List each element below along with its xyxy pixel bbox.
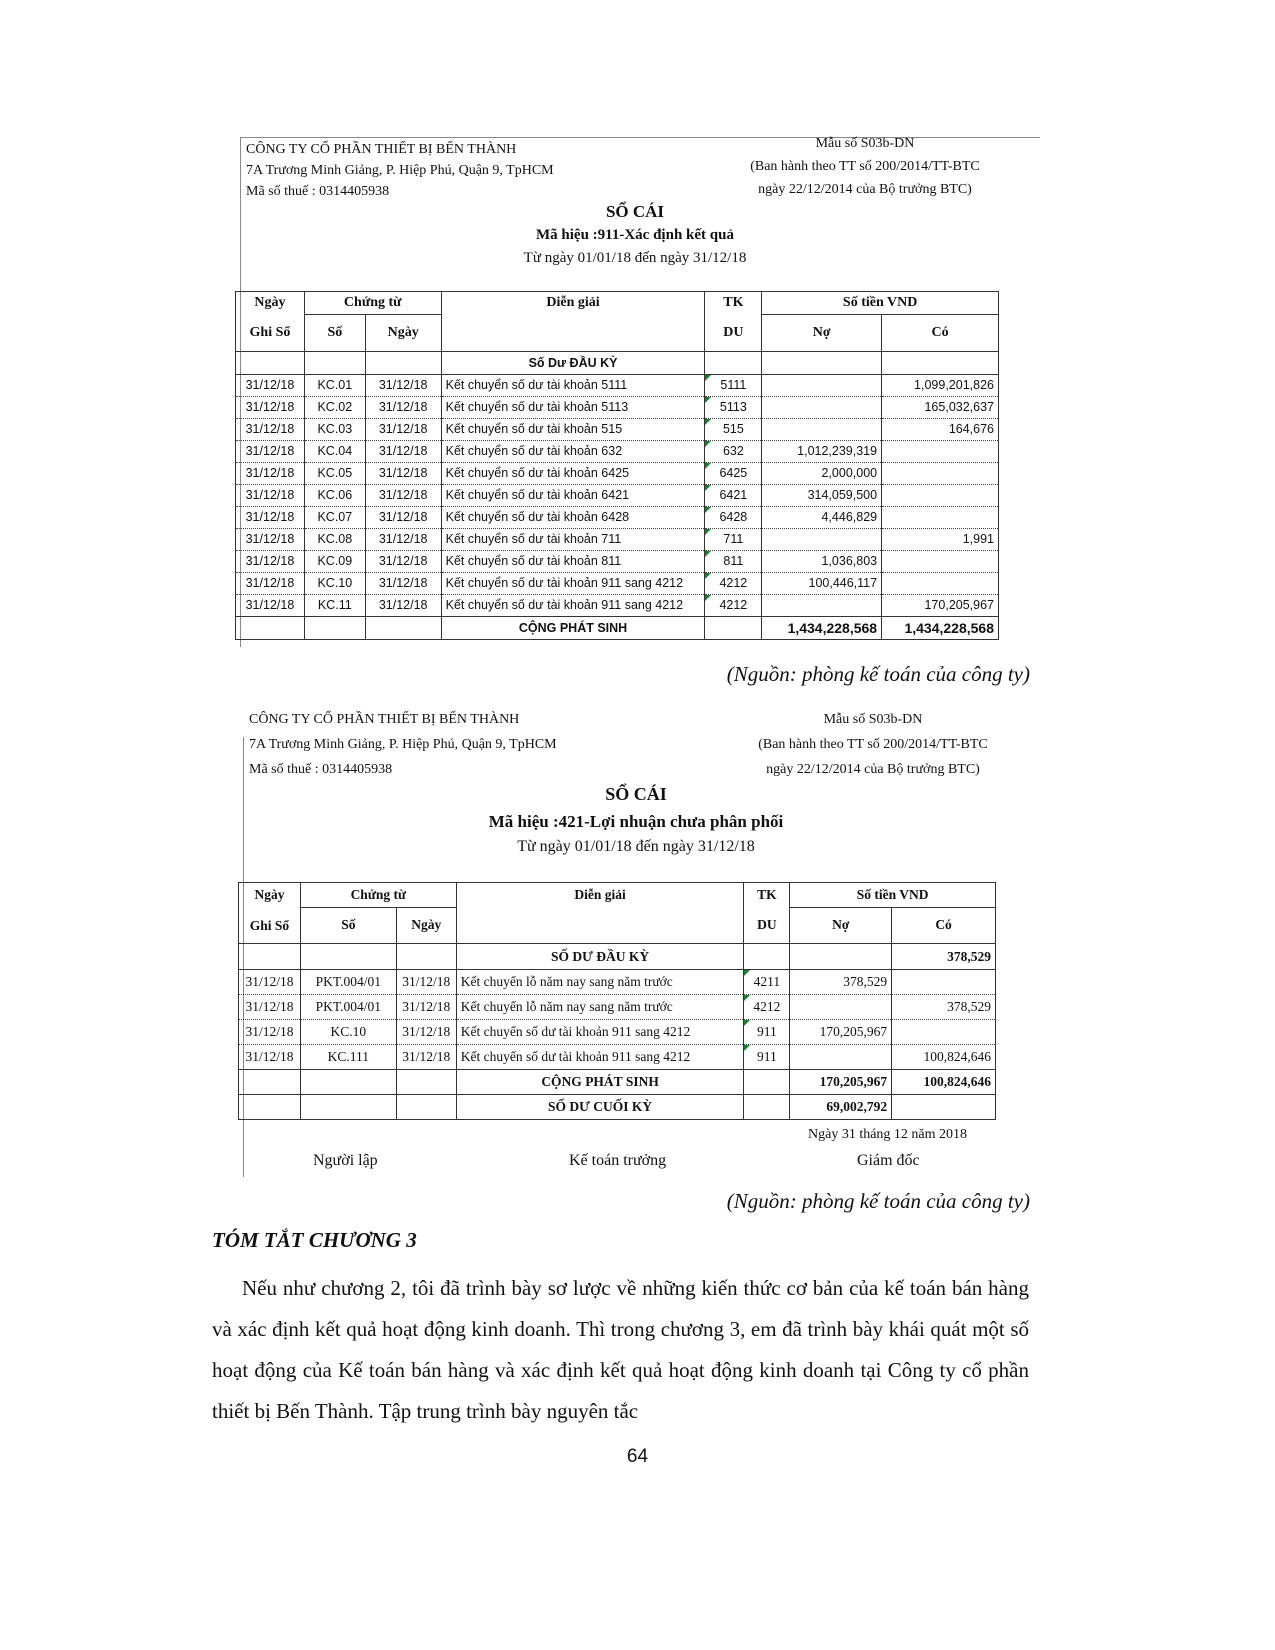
- cell-empty: [304, 616, 365, 639]
- row-account: 911: [744, 1020, 790, 1045]
- total-debit: 1,434,228,568: [762, 616, 882, 639]
- row-voucher-no: KC.03: [304, 418, 365, 440]
- company-name: CÔNG TY CỔ PHẦN THIẾT BỊ BẾN THÀNH: [246, 142, 517, 157]
- row-debit: 100,446,117: [762, 572, 882, 594]
- row-date: 31/12/18: [236, 462, 305, 484]
- row-voucher-date: 31/12/18: [365, 374, 441, 396]
- row-account: 4212: [705, 594, 762, 616]
- col-date-subheader: Ghi Sổ: [239, 907, 301, 944]
- page-number: 64: [626, 1446, 649, 1467]
- row-debit: 2,000,000: [762, 462, 882, 484]
- row-debit: [790, 1045, 892, 1070]
- row-debit: [762, 594, 882, 616]
- signer-chief-accountant: Kế toán trưởng: [569, 1152, 667, 1169]
- col-date-header: Ngày: [239, 883, 301, 908]
- row-credit: 100,824,646: [892, 1045, 996, 1070]
- ledger-period: Từ ngày 01/01/18 đến ngày 31/12/18: [523, 250, 747, 266]
- table-row: [239, 970, 996, 995]
- ledger-header-left: [246, 139, 554, 202]
- row-credit: [882, 462, 999, 484]
- row-description: Kết chuyển số dư tài khoản 6425: [441, 462, 705, 484]
- row-voucher-no: PKT.004/01: [300, 970, 396, 995]
- ledger-titles: [230, 200, 1040, 269]
- row-voucher-no: KC.111: [300, 1045, 396, 1070]
- opening-balance-label: SỐ DƯ ĐẦU KỲ: [456, 944, 744, 970]
- col-description-spacer: [441, 315, 705, 352]
- row-date: 31/12/18: [236, 396, 305, 418]
- col-date-header: Ngày: [236, 292, 305, 315]
- cell-empty: [236, 351, 305, 374]
- row-account: 811: [705, 550, 762, 572]
- row-credit: 165,032,637: [882, 396, 999, 418]
- sign-date: Ngày 31 tháng 12 năm 2018: [808, 1127, 968, 1142]
- col-voucher-date-header: Ngày: [365, 315, 441, 352]
- row-date: 31/12/18: [236, 528, 305, 550]
- col-account-header: TK: [705, 292, 762, 315]
- cell-empty: [762, 351, 882, 374]
- row-voucher-no: KC.11: [304, 594, 365, 616]
- cell-empty: [882, 351, 999, 374]
- ledger-subtitle: Mã hiệu :911-Xác định kết quả: [536, 227, 734, 243]
- company-name: CÔNG TY CỔ PHẦN THIẾT BỊ BẾN THÀNH: [249, 712, 520, 727]
- table-row: [236, 484, 999, 506]
- form-number: Mẫu số S03b-DN: [823, 712, 923, 727]
- table-row: [236, 550, 999, 572]
- cell-empty: [892, 1095, 996, 1120]
- ledger-rows: [239, 970, 996, 1070]
- ledger-911: [240, 137, 1040, 647]
- row-voucher-no: KC.06: [304, 484, 365, 506]
- cell-empty: [239, 1095, 301, 1120]
- cell-empty: [744, 1070, 790, 1095]
- table-row: [236, 374, 999, 396]
- row-description: Kết chuyển số dư tài khoản 5111: [441, 374, 705, 396]
- table-row: [236, 594, 999, 616]
- cell-empty: [705, 616, 762, 639]
- row-debit: [762, 528, 882, 550]
- cell-empty: [365, 351, 441, 374]
- col-amount-header: Số tiền VND: [762, 292, 999, 315]
- row-voucher-no: KC.01: [304, 374, 365, 396]
- col-voucher-no-header: Số: [304, 315, 365, 352]
- form-issued-date: ngày 22/12/2014 của Bộ trưởng BTC): [766, 762, 980, 777]
- table-row: [236, 396, 999, 418]
- cell-empty: [300, 1095, 396, 1120]
- row-account: 6425: [705, 462, 762, 484]
- row-description: Kết chuyển số dư tài khoản 6428: [441, 506, 705, 528]
- ledger-titles: [233, 781, 1039, 859]
- company-tax-code: Mã số thuế : 0314405938: [249, 762, 393, 777]
- row-date: 31/12/18: [239, 1020, 301, 1045]
- row-voucher-no: KC.10: [300, 1020, 396, 1045]
- row-credit: 1,991: [882, 528, 999, 550]
- row-voucher-date: 31/12/18: [365, 594, 441, 616]
- table-row: [236, 528, 999, 550]
- cell-empty: [744, 1095, 790, 1120]
- form-issued-date: ngày 22/12/2014 của Bộ trưởng BTC): [758, 182, 972, 197]
- cell-empty: [396, 944, 456, 970]
- row-account: 5113: [705, 396, 762, 418]
- ledger-period: Từ ngày 01/01/18 đến ngày 31/12/18: [517, 838, 755, 855]
- ledger-table: [235, 291, 999, 640]
- row-description: Kết chuyển số dư tài khoản 911 sang 4212: [456, 1045, 744, 1070]
- ledger-rows: [236, 374, 999, 616]
- table-row: [236, 462, 999, 484]
- row-credit: [882, 572, 999, 594]
- signer-preparer: Người lập: [313, 1152, 378, 1169]
- cell-empty: [236, 616, 305, 639]
- opening-balance-label: Số Dư ĐẦU KỲ: [441, 351, 705, 374]
- row-voucher-date: 31/12/18: [365, 484, 441, 506]
- col-account-subheader: DU: [705, 315, 762, 352]
- source-note-2: (Nguồn: phòng kế toán của công ty): [726, 1189, 1030, 1213]
- row-voucher-date: 31/12/18: [365, 396, 441, 418]
- closing-balance-debit: 69,002,792: [790, 1095, 892, 1120]
- form-issued-by: (Ban hành theo TT số 200/2014/TT-BTC: [750, 159, 980, 174]
- ledger-header-right: [723, 707, 1023, 782]
- cell-empty: [396, 1095, 456, 1120]
- company-address: 7A Trương Minh Giảng, P. Hiệp Phú, Quận 9, TpHCM: [249, 737, 557, 752]
- row-voucher-no: PKT.004/01: [300, 995, 396, 1020]
- summary-text: Nếu như chương 2, tôi đã trình bày sơ lược về những kiến thức cơ bản của kế toán bán hàng và xác định kết quả hoạt động kinh doanh. Thì trong chương 3, em đã trình bày khái quát một số hoạt động của Kế toán bán hàng và xác định kết quả hoạt động kinh doanh tại Công ty cổ phần thiết bị Bến Thành. Tập trung trình bày nguyên tắc: [212, 1276, 1029, 1423]
- row-debit: 170,205,967: [790, 1020, 892, 1045]
- row-account: 632: [705, 440, 762, 462]
- total-label: CỘNG PHÁT SINH: [441, 616, 705, 639]
- col-date-subheader: Ghi Sổ: [236, 315, 305, 352]
- row-description: Kết chuyển số dư tài khoản 811: [441, 550, 705, 572]
- row-date: 31/12/18: [236, 572, 305, 594]
- row-voucher-date: 31/12/18: [396, 970, 456, 995]
- col-description-spacer: [456, 907, 744, 944]
- source-note-1: (Nguồn: phòng kế toán của công ty): [726, 662, 1030, 686]
- row-date: 31/12/18: [236, 484, 305, 506]
- row-credit: 164,676: [882, 418, 999, 440]
- row-voucher-no: KC.10: [304, 572, 365, 594]
- col-voucher-date-header: Ngày: [396, 907, 456, 944]
- col-debit-header: Nợ: [762, 315, 882, 352]
- table-row: [236, 418, 999, 440]
- row-credit: [882, 484, 999, 506]
- row-debit: 4,446,829: [762, 506, 882, 528]
- row-credit: 170,205,967: [882, 594, 999, 616]
- ledger-title: SỔ CÁI: [605, 202, 665, 221]
- row-voucher-date: 31/12/18: [365, 572, 441, 594]
- ledger-header-left: [249, 707, 557, 782]
- row-debit: 1,036,803: [762, 550, 882, 572]
- row-account: 4212: [744, 995, 790, 1020]
- form-issued-by: (Ban hành theo TT số 200/2014/TT-BTC: [758, 737, 988, 752]
- row-voucher-no: KC.02: [304, 396, 365, 418]
- cell-empty: [744, 944, 790, 970]
- row-debit: [762, 418, 882, 440]
- table-row: [236, 440, 999, 462]
- row-description: Kết chuyển số dư tài khoản 632: [441, 440, 705, 462]
- row-account: 4211: [744, 970, 790, 995]
- ledger-421: [243, 712, 1039, 1177]
- col-credit-header: Có: [882, 315, 999, 352]
- row-voucher-date: 31/12/18: [365, 550, 441, 572]
- row-voucher-date: 31/12/18: [396, 1020, 456, 1045]
- row-description: Kết chuyển số dư tài khoản 5113: [441, 396, 705, 418]
- row-description: Kết chuyển số dư tài khoản 911 sang 4212: [441, 572, 705, 594]
- summary-title: TÓM TẮT CHƯƠNG 3: [212, 1228, 417, 1252]
- col-description-header: Diễn giải: [456, 883, 744, 908]
- row-voucher-date: 31/12/18: [396, 995, 456, 1020]
- cell-empty: [705, 351, 762, 374]
- row-debit: [790, 995, 892, 1020]
- col-account-subheader: DU: [744, 907, 790, 944]
- row-credit: 1,099,201,826: [882, 374, 999, 396]
- row-description: Kết chuyển số dư tài khoản 515: [441, 418, 705, 440]
- row-account: 911: [744, 1045, 790, 1070]
- row-debit: [762, 396, 882, 418]
- cell-empty: [300, 944, 396, 970]
- row-date: 31/12/18: [236, 440, 305, 462]
- company-address: 7A Trương Minh Giảng, P. Hiệp Phú, Quận 9, TpHCM: [246, 163, 554, 178]
- row-description: Kết chuyển số dư tài khoản 6421: [441, 484, 705, 506]
- row-voucher-no: KC.05: [304, 462, 365, 484]
- row-date: 31/12/18: [236, 594, 305, 616]
- row-date: 31/12/18: [236, 506, 305, 528]
- row-debit: [762, 374, 882, 396]
- company-tax-code: Mã số thuế : 0314405938: [246, 184, 390, 199]
- row-description: Kết chuyển lỗ năm nay sang năm trước: [456, 970, 744, 995]
- closing-balance-label: SỐ DƯ CUỐI KỲ: [456, 1095, 744, 1120]
- row-description: Kết chuyển lỗ năm nay sang năm trước: [456, 995, 744, 1020]
- row-date: 31/12/18: [236, 374, 305, 396]
- col-account-header: TK: [744, 883, 790, 908]
- row-account: 6421: [705, 484, 762, 506]
- row-date: 31/12/18: [236, 418, 305, 440]
- row-date: 31/12/18: [239, 1045, 301, 1070]
- row-voucher-date: 31/12/18: [365, 462, 441, 484]
- col-debit-header: Nợ: [790, 907, 892, 944]
- cell-empty: [239, 944, 301, 970]
- row-debit: 378,529: [790, 970, 892, 995]
- summary-paragraph: [212, 1268, 1029, 1432]
- col-amount-header: Số tiền VND: [790, 883, 996, 908]
- signer-director: Giám đốc: [857, 1152, 920, 1169]
- table-row: [239, 1045, 996, 1070]
- row-date: 31/12/18: [239, 970, 301, 995]
- row-credit: [882, 550, 999, 572]
- col-credit-header: Có: [892, 907, 996, 944]
- row-debit: 314,059,500: [762, 484, 882, 506]
- opening-balance-credit: 378,529: [892, 944, 996, 970]
- row-credit: [882, 440, 999, 462]
- ledger-header-right: [715, 132, 1015, 201]
- table-row: [236, 506, 999, 528]
- row-description: Kết chuyển số dư tài khoản 911 sang 4212: [456, 1020, 744, 1045]
- row-voucher-no: KC.04: [304, 440, 365, 462]
- row-account: 4212: [705, 572, 762, 594]
- row-date: 31/12/18: [236, 550, 305, 572]
- cell-empty: [790, 944, 892, 970]
- row-account: 6428: [705, 506, 762, 528]
- row-debit: 1,012,239,319: [762, 440, 882, 462]
- ledger-subtitle: Mã hiệu :421-Lợi nhuận chưa phân phối: [488, 812, 784, 831]
- ledger-title: SỔ CÁI: [605, 784, 667, 804]
- row-description: Kết chuyển số dư tài khoản 711: [441, 528, 705, 550]
- table-row: [239, 995, 996, 1020]
- row-account: 515: [705, 418, 762, 440]
- row-voucher-no: KC.08: [304, 528, 365, 550]
- row-date: 31/12/18: [239, 995, 301, 1020]
- row-credit: [882, 506, 999, 528]
- row-voucher-date: 31/12/18: [396, 1045, 456, 1070]
- cell-empty: [304, 351, 365, 374]
- ledger-table: [238, 882, 996, 1120]
- total-credit: 1,434,228,568: [882, 616, 999, 639]
- cell-empty: [365, 616, 441, 639]
- row-credit: [892, 970, 996, 995]
- row-voucher-no: KC.09: [304, 550, 365, 572]
- row-voucher-no: KC.07: [304, 506, 365, 528]
- cell-empty: [239, 1070, 301, 1095]
- form-number: Mẫu số S03b-DN: [815, 136, 915, 151]
- table-row: [239, 1020, 996, 1045]
- cell-empty: [300, 1070, 396, 1095]
- row-description: Kết chuyển số dư tài khoản 911 sang 4212: [441, 594, 705, 616]
- total-credit: 100,824,646: [892, 1070, 996, 1095]
- row-account: 5111: [705, 374, 762, 396]
- total-debit: 170,205,967: [790, 1070, 892, 1095]
- row-voucher-date: 31/12/18: [365, 418, 441, 440]
- row-credit: [892, 1020, 996, 1045]
- table-row: [236, 572, 999, 594]
- cell-empty: [396, 1070, 456, 1095]
- row-voucher-date: 31/12/18: [365, 506, 441, 528]
- col-voucher-header: Chứng từ: [304, 292, 441, 315]
- col-description-header: Diễn giải: [441, 292, 705, 315]
- row-voucher-date: 31/12/18: [365, 528, 441, 550]
- row-voucher-date: 31/12/18: [365, 440, 441, 462]
- total-label: CỘNG PHÁT SINH: [456, 1070, 744, 1095]
- row-account: 711: [705, 528, 762, 550]
- col-voucher-no-header: Số: [300, 907, 396, 944]
- row-credit: 378,529: [892, 995, 996, 1020]
- col-voucher-header: Chứng từ: [300, 883, 456, 908]
